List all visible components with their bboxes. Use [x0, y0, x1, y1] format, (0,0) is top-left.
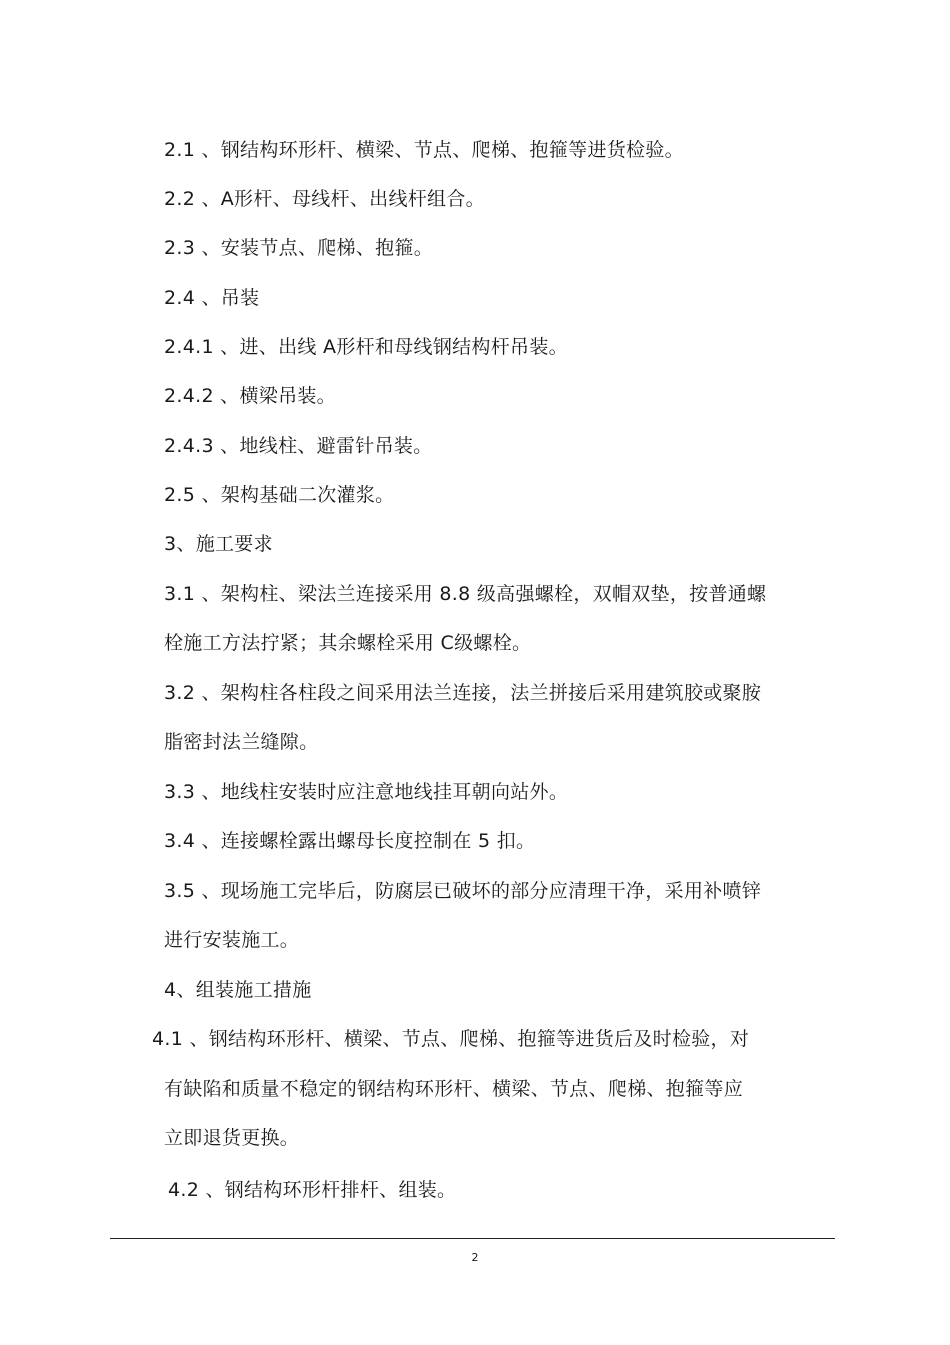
footer-divider	[110, 1238, 835, 1239]
text-line-3-4: 3.4 、连接螺栓露出螺母长度控制在 5 扣。	[164, 830, 536, 852]
text-line-2-4-1: 2.4.1 、进、出线 A形杆和母线钢结构杆吊装。	[164, 336, 568, 358]
page-number: 2	[471, 1251, 479, 1264]
text-line-2-4-3: 2.4.3 、地线柱、避雷针吊装。	[164, 435, 433, 457]
text-line-4-1-cont: 有缺陷和质量不稳定的钢结构环形杆、横梁、节点、爬梯、抱箍等应	[164, 1078, 744, 1100]
text-line-4-1-cont2: 立即退货更换。	[164, 1127, 300, 1149]
section-heading-4: 4、组装施工措施	[164, 979, 312, 1001]
text-line-2-4-2: 2.4.2 、横梁吊装。	[164, 385, 336, 407]
text-line-3-1: 3.1 、架构柱、梁法兰连接采用 8.8 级高强螺栓，双帽双垫，按普通螺	[164, 583, 767, 605]
text-line-3-2: 3.2 、架构柱各柱段之间采用法兰连接，法兰拼接后采用建筑胶或聚胺	[164, 682, 762, 704]
text-line-2-4: 2.4 、吊装	[164, 287, 260, 309]
text-line-3-2-cont: 脂密封法兰缝隙。	[164, 731, 319, 753]
text-line-3-5: 3.5 、现场施工完毕后，防腐层已破坏的部分应清理干净，采用补喷锌	[164, 880, 762, 902]
text-line-2-5: 2.5 、架构基础二次灌浆。	[164, 484, 395, 506]
text-line-2-1: 2.1 、钢结构环形杆、横梁、节点、爬梯、抱箍等进货检验。	[164, 139, 684, 161]
text-line-2-3: 2.3 、安装节点、爬梯、抱箍。	[164, 237, 434, 259]
text-line-3-5-cont: 进行安装施工。	[164, 929, 300, 951]
text-line-4-1: 4.1 、钢结构环形杆、横梁、节点、爬梯、抱箍等进货后及时检验，对	[152, 1028, 750, 1050]
text-line-2-2: 2.2 、A形杆、母线杆、出线杆组合。	[164, 188, 485, 210]
text-line-4-2: 4.2 、钢结构环形杆排杆、组装。	[168, 1179, 457, 1201]
section-heading-3: 3、施工要求	[164, 533, 273, 555]
text-line-3-3: 3.3 、地线柱安装时应注意地线挂耳朝向站外。	[164, 781, 569, 803]
text-line-3-1-cont: 栓施工方法拧紧；其余螺栓采用 C级螺栓。	[164, 632, 532, 654]
